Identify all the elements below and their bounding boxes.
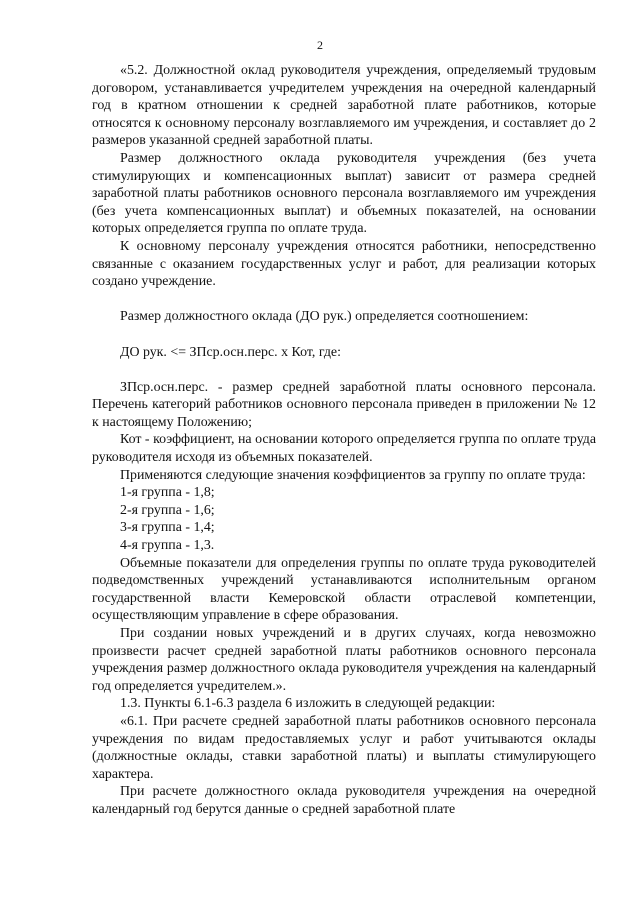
group-item: 3-я группа - 1,4; <box>120 520 215 536</box>
paragraph-zp-definition: ЗПср.осн.перс. - размер средней заработной платы основного персонала. Перечень категорий работников основного персонала приведен в приложении № 12 к настоящему Положению; <box>92 379 596 430</box>
group-item: 2-я группа - 1,6; <box>120 502 215 518</box>
paragraph-1-3: 1.3. Пункты 6.1-6.3 раздела 6 изложить в следующей редакции: <box>120 696 496 712</box>
spacer <box>92 326 596 344</box>
paragraph-kot-definition: Кот - коэффициент, на основании которого определяется группа по оплате труда руководителя исходя из объемных показателей. <box>92 432 596 466</box>
group-item: 4-я группа - 1,3. <box>120 538 215 554</box>
paragraph-salary-size: Размер должностного оклада руководителя учреждения (без учета стимулирующих и компенсационных выплат) зависит от размера средней заработной платы работников основного персонала возглавляемого им учреждения (без учета компенсационных выплат) и объемных показателей, на основании которых определяется группа по оплате труда. <box>92 150 596 237</box>
group-item: 1-я группа - 1,8; <box>120 485 215 501</box>
paragraph-main-staff: К основному персоналу учреждения относятся работники, непосредственно связанные с оказанием государственных услуг и работ, для реализации которых создано учреждение. <box>92 238 596 290</box>
formula: ДО рук. <= ЗПср.осн.перс. х Кот, где: <box>120 344 341 360</box>
paragraph-calculation: При расчете должностного оклада руководителя учреждения на очередной календарный год берутся данные о средней заработной плате <box>92 784 596 817</box>
page-number: 2 <box>317 38 323 52</box>
paragraph-new-institutions: При создании новых учреждений и в других случаях, когда невозможно произвести расчет средней заработной платы работников основного персонала учреждения размер должностного оклада руководителя учреждения на календарный год определяется учредителем.». <box>92 626 596 694</box>
paragraph-coefficients-intro: Применяются следующие значения коэффициентов за группу по оплате труда: <box>120 467 586 483</box>
paragraph-6-1: «6.1. При расчете средней заработной платы работников основного персонала учреждения по видам предоставляемых услуг и работ учитываются оклады (должностные оклады, ставки заработной платы) и выплаты стимулирующего характера. <box>92 713 596 782</box>
paragraph-5-2: «5.2. Должностной оклад руководителя учреждения, определяемый трудовым договором, устанавливается учредителем учреждения на очередной календарный год в кратном отношении к средней заработной плате работников, которые относятся к основному персоналу возглавляемого им учреждения, и составляет до 2 размеров указанной средней заработной платы. <box>92 63 596 149</box>
document-body <box>92 62 596 819</box>
paragraph-volume-indicators: Объемные показатели для определения группы по оплате труда руководителей подведомственных учреждений устанавливаются исполнительным органом государственной власти Кемеровской области отраслевой компетенции, осуществляющим управление в сфере образования. <box>92 555 596 624</box>
paragraph-ratio-intro: Размер должностного оклада (ДО рук.) определяется соотношением: <box>120 309 529 325</box>
spacer <box>92 361 596 379</box>
spacer <box>92 291 596 309</box>
